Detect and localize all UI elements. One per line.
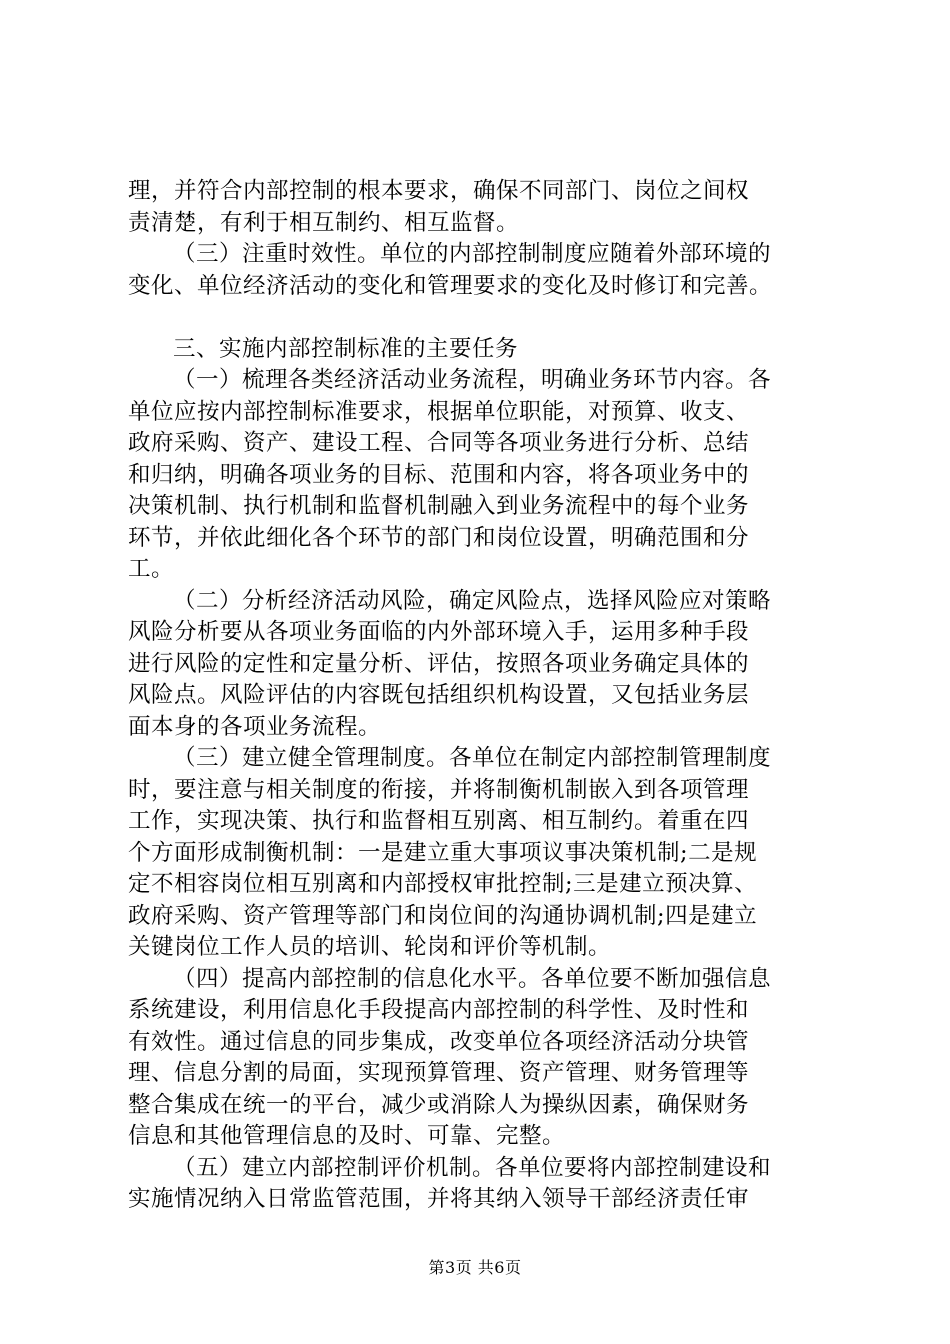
text-line: 变化、单位经济活动的变化和管理要求的变化及时修订和完善。 xyxy=(128,272,773,299)
text-line: 风险点。风险评估的内容既包括组织机构设置，又包括业务层 xyxy=(128,682,750,708)
paragraph-start: （二）分析经济活动风险，确定风险点，选择风险应对策略 xyxy=(173,587,772,614)
text-line: 风险分析要从各项业务面临的内外部环境入手，运用多种手段 xyxy=(128,619,750,645)
text-line: 理，并符合内部控制的根本要求，确保不同部门、岗位之间权 xyxy=(128,178,750,204)
paragraph-start: （三）注重时效性。单位的内部控制制度应随着外部环境的 xyxy=(173,241,772,267)
section-heading: 三、实施内部控制标准的主要任务 xyxy=(173,335,519,362)
text-line: 系统建设，利用信息化手段提高内部控制的科学性、及时性和 xyxy=(128,997,750,1023)
text-line: 工。 xyxy=(128,556,175,582)
page-number-footer: 第3页 共6页 xyxy=(428,1258,522,1277)
text-line: 进行风险的定性和定量分析、评估，按照各项业务确定具体的 xyxy=(128,650,750,677)
paragraph-gap xyxy=(128,302,840,334)
text-line: 责清楚，有利于相互制约、相互监督。 xyxy=(128,209,520,236)
document-body xyxy=(128,176,840,1216)
text-line: 定不相容岗位相互别离和内部授权审批控制;三是建立预决算、 xyxy=(128,871,758,897)
paragraph-start: （三）建立健全管理制度。各单位在制定内部控制管理制度 xyxy=(173,745,772,771)
text-line: 和归纳，明确各项业务的目标、范围和内容，将各项业务中的 xyxy=(128,461,750,488)
text-line: 有效性。通过信息的同步集成，改变单位各项经济活动分块管 xyxy=(128,1028,750,1055)
text-line: 关键岗位工作人员的培训、轮岗和评价等机制。 xyxy=(128,934,612,960)
text-line: 工作，实现决策、执行和监督相互别离、相互制约。着重在四 xyxy=(128,808,750,834)
paragraph-start: （四）提高内部控制的信息化水平。各单位要不断加强信息 xyxy=(173,965,772,992)
text-line: 环节，并依此细化各个环节的部门和岗位设置，明确范围和分 xyxy=(128,524,750,551)
text-line: 个方面形成制衡机制：一是建立重大事项议事决策机制;二是规 xyxy=(128,839,758,866)
text-line: 决策机制、执行机制和监督机制融入到业务流程中的每个业务 xyxy=(128,493,750,519)
text-line: 面本身的各项业务流程。 xyxy=(128,713,382,740)
text-line: 政府采购、资产管理等部门和岗位间的沟通协调机制;四是建立 xyxy=(128,902,758,929)
text-line: 信息和其他管理信息的及时、可靠、完整。 xyxy=(128,1123,566,1149)
text-line: 整合集成在统一的平台，减少或消除人为操纵因素，确保财务 xyxy=(128,1091,750,1118)
paragraph-start: （五）建立内部控制评价机制。各单位要将内部控制建设和 xyxy=(173,1154,772,1181)
text-line: 单位应按内部控制标准要求，根据单位职能，对预算、收支、 xyxy=(128,398,750,425)
paragraph-start: （一）梳理各类经济活动业务流程，明确业务环节内容。各 xyxy=(173,367,772,393)
text-line: 政府采购、资产、建设工程、合同等各项业务进行分析、总结 xyxy=(128,430,750,456)
text-line: 时，要注意与相关制度的衔接，并将制衡机制嵌入到各项管理 xyxy=(128,776,750,803)
text-line: 理、信息分割的局面，实现预算管理、资产管理、财务管理等 xyxy=(128,1060,750,1086)
text-line: 实施情况纳入日常监管范围，并将其纳入领导干部经济责任审 xyxy=(128,1186,750,1212)
